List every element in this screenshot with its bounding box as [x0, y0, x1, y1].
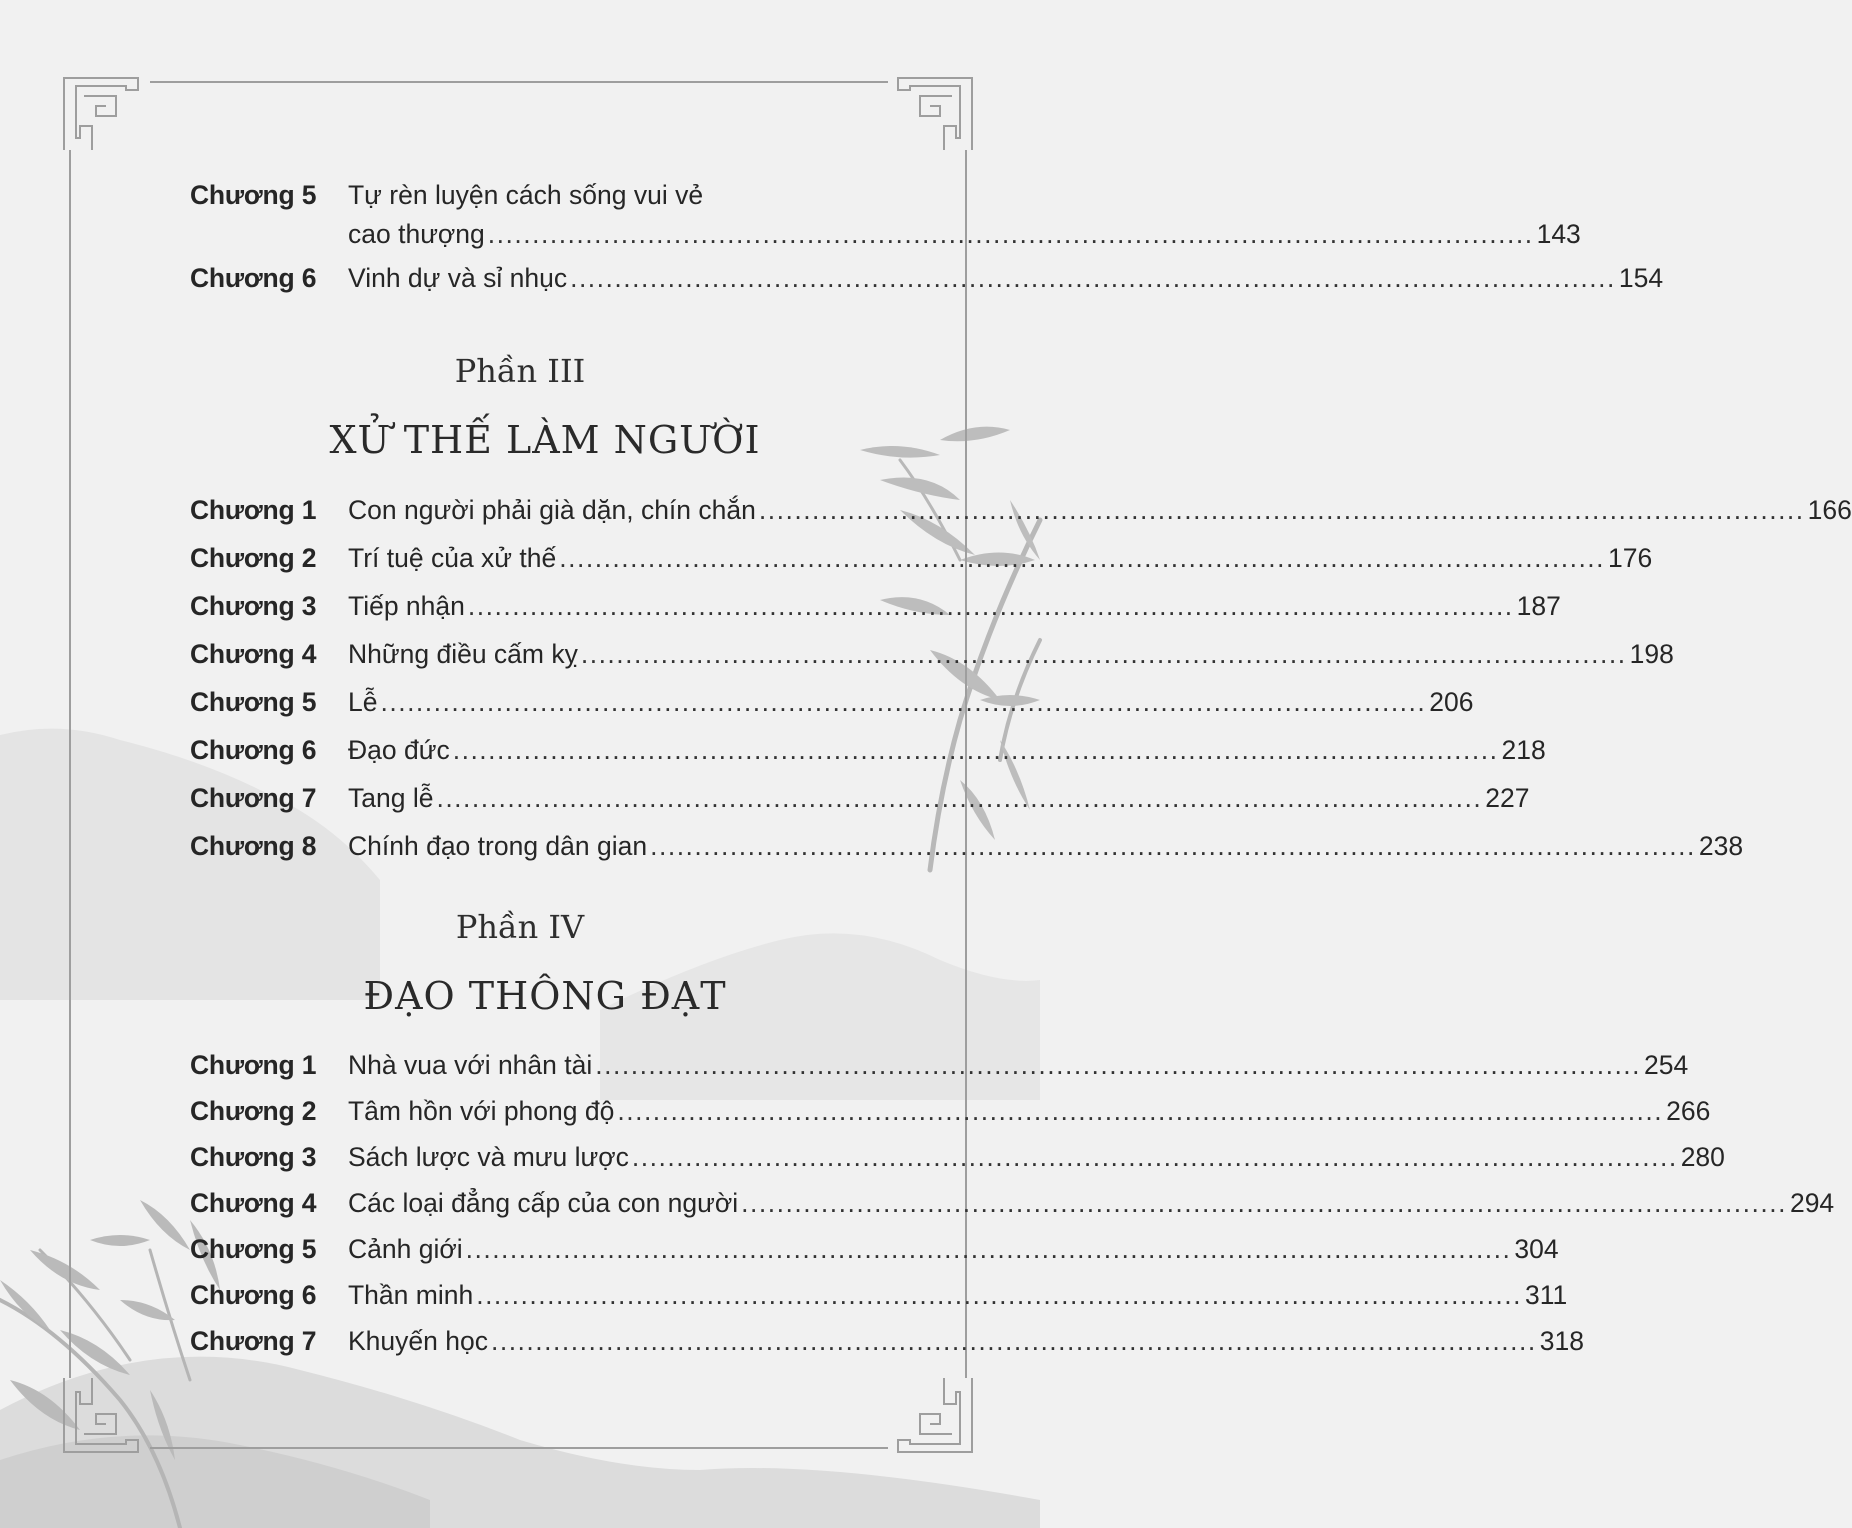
chapter-label: Chương 7: [190, 1326, 317, 1356]
toc-row[interactable]: [190, 1180, 1835, 1226]
chapter-label: Chương 5: [190, 1234, 317, 1264]
toc-row[interactable]: [190, 1272, 1568, 1318]
toc-row[interactable]: [190, 678, 1474, 726]
chapter-title: Sách lược và mưu lược: [348, 1142, 629, 1172]
toc-row[interactable]: [190, 534, 1653, 582]
page-number: 254: [1644, 1050, 1689, 1080]
leader-dots: ......................................................................................................................: [650, 831, 1696, 861]
chapter-label: Chương 3: [190, 591, 317, 621]
toc-part3: [190, 486, 1852, 870]
leader-dots: ......................................................................................................................: [487, 219, 1534, 249]
chapter-label: Chương 2: [190, 543, 317, 573]
chapter-title: Vinh dự và sỉ nhục: [348, 263, 568, 293]
toc-row[interactable]: [190, 582, 1561, 630]
toc-row[interactable]: [190, 630, 1674, 678]
chapter-label: Chương 4: [190, 639, 317, 669]
leader-dots: ......................................................................................................................: [570, 263, 1616, 293]
chapter-label: Chương 7: [190, 783, 317, 813]
leader-dots: ......................................................................................................................: [559, 543, 1606, 573]
part-title: ĐẠO THÔNG ĐẠT: [363, 974, 727, 1018]
toc-part4: [190, 1042, 1835, 1364]
page-number: 176: [1608, 543, 1653, 573]
page-number: 238: [1698, 831, 1744, 861]
chapter-title: Lễ: [348, 687, 378, 717]
toc-row[interactable]: [190, 1042, 1689, 1088]
chapter-label: Chương 6: [190, 263, 317, 293]
chapter-label: Chương 1: [190, 495, 317, 525]
part-label: Phần III: [454, 352, 586, 390]
chapter-label: Chương 5: [190, 180, 317, 210]
toc-row[interactable]: [190, 176, 1581, 254]
chapter-title: Tự rèn luyện cách sống vui vẻ: [348, 180, 704, 210]
page-number: 154: [1618, 263, 1664, 293]
page-number: 304: [1514, 1234, 1559, 1264]
toc-row[interactable]: [190, 254, 1664, 302]
leader-dots: ......................................................................................................................: [476, 1280, 1522, 1310]
chapter-title: Con người phải già dặn, chín chắn: [348, 495, 756, 525]
chapter-label: Chương 4: [190, 1188, 317, 1218]
page-number: 166: [1807, 495, 1852, 525]
part-title: XỬ THẾ LÀM NGƯỜI: [329, 418, 761, 462]
chapter-title: Những điều cấm kỵ: [348, 639, 578, 669]
chapter-title: Cảnh giới: [348, 1234, 463, 1264]
page-number: 198: [1629, 639, 1674, 669]
leader-dots: ......................................................................................................................: [758, 495, 1805, 525]
toc-row[interactable]: [190, 1226, 1559, 1272]
leader-dots: ......................................................................................................................: [631, 1142, 1678, 1172]
toc-row[interactable]: [190, 1134, 1725, 1180]
chapter-title: Đạo đức: [348, 735, 450, 765]
page-number: 318: [1539, 1326, 1584, 1356]
part-label: Phần IV: [455, 908, 585, 946]
leader-dots: ......................................................................................................................: [380, 687, 1427, 717]
toc-row[interactable]: [190, 1088, 1711, 1134]
leader-dots: ......................................................................................................................: [595, 1050, 1642, 1080]
toc-row[interactable]: [190, 774, 1530, 822]
page-number: 143: [1536, 219, 1581, 249]
page-number: 294: [1789, 1188, 1835, 1218]
leader-dots: ......................................................................................................................: [467, 591, 1514, 621]
chapter-label: Chương 6: [190, 1280, 317, 1310]
leader-dots: ......................................................................................................................: [741, 1188, 1787, 1218]
chapter-title: Tâm hồn với phong độ: [348, 1096, 615, 1126]
leader-dots: ......................................................................................................................: [490, 1326, 1537, 1356]
page-number: 227: [1485, 783, 1530, 813]
toc-top-section: [190, 176, 1664, 302]
chapter-title: Nhà vua với nhân tài: [348, 1050, 593, 1080]
chapter-title-continued: cao thượng: [348, 219, 485, 249]
leader-dots: ......................................................................................................................: [465, 1234, 1512, 1264]
chapter-label: Chương 2: [190, 1096, 317, 1126]
chapter-title: Trí tuệ của xử thế: [348, 543, 557, 573]
page-number: 266: [1666, 1096, 1711, 1126]
toc-row[interactable]: [190, 1318, 1584, 1364]
chapter-title: Các loại đẳng cấp của con người: [348, 1188, 739, 1218]
chapter-label: Chương 1: [190, 1050, 317, 1080]
chapter-label: Chương 6: [190, 735, 317, 765]
page-number: 187: [1516, 591, 1561, 621]
chapter-label: Chương 3: [190, 1142, 317, 1172]
toc-row[interactable]: [190, 486, 1852, 534]
chapter-title: Chính đạo trong dân gian: [348, 831, 648, 861]
chapter-label: Chương 8: [190, 831, 317, 861]
chapter-label: Chương 5: [190, 687, 317, 717]
leader-dots: ......................................................................................................................: [580, 639, 1627, 669]
page-number: 311: [1524, 1280, 1568, 1310]
page-number: 280: [1680, 1142, 1725, 1172]
page-number: 218: [1501, 735, 1546, 765]
leader-dots: ......................................................................................................................: [436, 783, 1483, 813]
toc-row[interactable]: [190, 822, 1744, 870]
toc-row[interactable]: [190, 726, 1546, 774]
chapter-title: Thần minh: [348, 1280, 474, 1310]
leader-dots: ......................................................................................................................: [617, 1096, 1664, 1126]
leader-dots: ......................................................................................................................: [452, 735, 1499, 765]
chapter-title: Tiếp nhận: [348, 591, 465, 621]
chapter-title: Khuyến học: [348, 1326, 488, 1356]
chapter-title: Tang lễ: [348, 783, 434, 813]
page-number: 206: [1429, 687, 1474, 717]
